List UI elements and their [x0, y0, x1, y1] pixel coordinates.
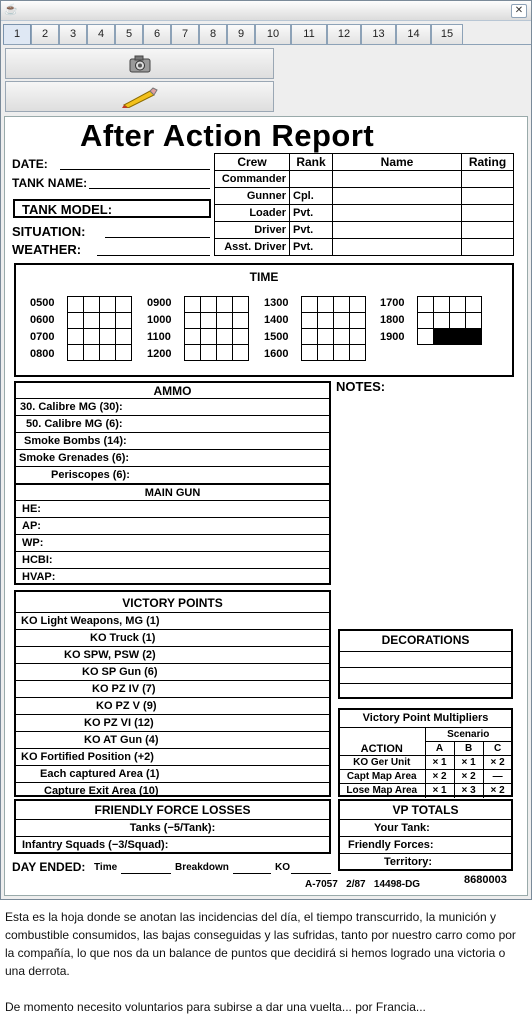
crew-rating-cell[interactable] — [462, 171, 514, 188]
time-cell[interactable] — [317, 344, 334, 361]
victory-point-row[interactable]: KO PZ VI (12) — [16, 714, 329, 731]
main-gun-row[interactable]: WP: — [16, 534, 329, 551]
tab-5[interactable]: 5 — [115, 24, 143, 44]
caption — [5, 908, 527, 1016]
time-cell[interactable] — [317, 328, 334, 345]
crew-name-cell[interactable] — [333, 188, 462, 205]
date-field[interactable] — [60, 169, 210, 170]
time-label: 1300 — [264, 297, 289, 309]
vp-totals-title: VP TOTALS — [392, 803, 459, 817]
mult-action: Lose Map Area — [339, 784, 425, 798]
ko-field[interactable] — [291, 873, 331, 874]
decoration-line[interactable] — [340, 683, 511, 700]
caption-paragraph: De momento necesito voluntarios para subirse a dar una vuelta... por Francia... — [5, 1000, 426, 1014]
time-cell[interactable] — [232, 344, 249, 361]
crew-role: Driver — [215, 222, 290, 239]
time-cell[interactable] — [216, 328, 233, 345]
time-label: 1600 — [264, 348, 289, 360]
time-cell[interactable] — [349, 296, 366, 313]
time-cell[interactable] — [115, 328, 132, 345]
time-label: 1700 — [380, 297, 405, 309]
multipliers-title: Victory Point Multipliers — [362, 712, 489, 724]
time-cell[interactable] — [333, 328, 350, 345]
victory-point-row[interactable]: KO AT Gun (4) — [16, 731, 329, 748]
time-cell[interactable] — [317, 312, 334, 329]
day-ended-time-label: Time — [94, 862, 118, 873]
victory-point-row[interactable]: KO SPW, PSW (2) — [16, 646, 329, 663]
time-label: 1100 — [147, 331, 171, 343]
tab-13[interactable]: 13 — [361, 24, 396, 44]
day-ended-label: DAY ENDED: — [12, 860, 86, 874]
time-label: 0500 — [30, 297, 55, 309]
action-header: ACTION — [339, 728, 425, 756]
time-cell[interactable] — [216, 344, 233, 361]
decorations-title: DECORATIONS — [381, 633, 470, 647]
time-grid[interactable] — [302, 297, 366, 361]
time-cell[interactable] — [83, 344, 100, 361]
weather-field[interactable] — [97, 255, 210, 256]
title-bar — [1, 1, 531, 21]
tab-4[interactable]: 4 — [87, 24, 115, 44]
time-cell[interactable] — [83, 312, 100, 329]
crew-rating-cell[interactable] — [462, 188, 514, 205]
time-label: 0800 — [30, 348, 55, 360]
time-cell[interactable] — [216, 312, 233, 329]
crew-rating-cell[interactable] — [462, 222, 514, 239]
vp-totals-section — [338, 799, 513, 871]
tab-7[interactable]: 7 — [171, 24, 199, 44]
mult-c: × 2 — [483, 784, 511, 798]
tank-name-label: TANK NAME: — [12, 176, 88, 190]
time-cell[interactable] — [333, 344, 350, 361]
time-grid[interactable] — [185, 297, 249, 361]
victory-point-row[interactable]: KO PZ V (9) — [16, 697, 329, 714]
victory-points-title: VICTORY POINTS — [122, 596, 223, 610]
time-cell[interactable] — [67, 344, 84, 361]
time-cell[interactable] — [449, 328, 466, 345]
tank-model-box[interactable] — [13, 199, 211, 218]
main-gun-row[interactable]: HCBI: — [16, 551, 329, 568]
close-button[interactable]: ✕ — [511, 4, 527, 18]
tab-2[interactable]: 2 — [31, 24, 59, 44]
time-cell[interactable] — [465, 328, 482, 345]
time-label: 0600 — [30, 314, 55, 326]
time-cell[interactable] — [349, 344, 366, 361]
time-cell[interactable] — [216, 296, 233, 313]
time-cell[interactable] — [200, 296, 217, 313]
tab-9[interactable]: 9 — [227, 24, 255, 44]
victory-points-section — [14, 590, 331, 797]
crew-name-cell[interactable] — [333, 239, 462, 256]
time-grid[interactable] — [68, 297, 132, 361]
time-cell[interactable] — [417, 312, 434, 329]
time-cell[interactable] — [349, 328, 366, 345]
victory-point-row[interactable]: Each captured Area (1) — [16, 765, 329, 782]
time-label: 1200 — [147, 348, 172, 360]
main-gun-title: MAIN GUN — [16, 483, 329, 500]
crew-header: Crew — [215, 154, 290, 171]
time-cell[interactable] — [200, 312, 217, 329]
time-cell[interactable] — [99, 344, 116, 361]
crew-role: Loader — [215, 205, 290, 222]
crew-role: Commander — [215, 171, 290, 188]
time-cell[interactable] — [317, 296, 334, 313]
time-cell[interactable] — [83, 328, 100, 345]
mult-b: × 1 — [454, 756, 483, 770]
tab-8[interactable]: 8 — [199, 24, 227, 44]
time-cell[interactable] — [433, 312, 450, 329]
time-cell[interactable] — [67, 312, 84, 329]
time-cell[interactable] — [83, 296, 100, 313]
time-cell[interactable] — [232, 296, 249, 313]
crew-name-cell[interactable] — [333, 222, 462, 239]
crew-rating-cell[interactable] — [462, 205, 514, 222]
time-cell[interactable] — [301, 296, 318, 313]
col-b: B — [454, 742, 483, 756]
friendly-losses-section — [14, 799, 331, 854]
ammo-row[interactable]: Smoke Bombs (14): — [16, 432, 329, 449]
time-cell[interactable] — [465, 312, 482, 329]
victory-point-row[interactable]: Capture Exit Area (10) — [16, 782, 329, 799]
crew-role: Asst. Driver — [215, 239, 290, 256]
ammo-title: AMMO — [153, 384, 192, 398]
tab-14[interactable]: 14 — [396, 24, 431, 44]
time-cell[interactable] — [184, 312, 201, 329]
time-cell[interactable] — [99, 296, 116, 313]
main-gun-row[interactable]: AP: — [16, 517, 329, 534]
time-cell[interactable] — [184, 328, 201, 345]
time-cell[interactable] — [333, 296, 350, 313]
tab-11[interactable]: 11 — [291, 24, 327, 44]
vp-friendly-forces[interactable]: Friendly Forces: — [340, 836, 511, 853]
time-cell[interactable] — [449, 296, 466, 313]
crew-rank: Pvt. — [290, 205, 333, 222]
tab-3[interactable]: 3 — [59, 24, 87, 44]
multipliers-section — [338, 708, 513, 797]
pencil-button[interactable] — [5, 81, 274, 112]
time-cell[interactable] — [417, 328, 434, 345]
col-a: A — [425, 742, 454, 756]
time-cell[interactable] — [449, 312, 466, 329]
crew-table — [214, 153, 514, 256]
date-label: DATE: — [12, 157, 48, 171]
crew-role: Gunner — [215, 188, 290, 205]
time-label: 1000 — [147, 314, 172, 326]
java-icon: ☕ — [4, 4, 18, 16]
losses-tanks[interactable]: Tanks (−5/Tank): — [16, 819, 329, 836]
time-label: 1900 — [380, 331, 405, 343]
mult-b: × 3 — [454, 784, 483, 798]
time-label: 0900 — [147, 297, 172, 309]
tab-15[interactable]: 15 — [431, 24, 463, 44]
time-cell[interactable] — [349, 312, 366, 329]
time-cell[interactable] — [465, 296, 482, 313]
time-cell[interactable] — [301, 344, 318, 361]
decoration-line[interactable] — [340, 651, 511, 668]
multipliers-table — [339, 727, 512, 798]
ammo-section — [14, 381, 331, 585]
time-label: 0700 — [30, 331, 55, 343]
time-cell[interactable] — [115, 344, 132, 361]
vp-your-tank[interactable]: Your Tank: — [340, 819, 511, 836]
ko-label: KO — [275, 862, 290, 873]
time-cell[interactable] — [232, 328, 249, 345]
victory-point-row[interactable]: KO PZ IV (7) — [16, 680, 329, 697]
mult-c: × 2 — [483, 756, 511, 770]
tab-bar — [3, 24, 531, 44]
mult-action: KO Ger Unit — [339, 756, 425, 770]
main-gun-row[interactable]: HVAP: — [16, 568, 329, 585]
rank-header: Rank — [290, 154, 333, 171]
crew-name-cell[interactable] — [333, 205, 462, 222]
time-cell[interactable] — [184, 344, 201, 361]
weather-label: WEATHER: — [12, 242, 82, 257]
tab-12[interactable]: 12 — [327, 24, 361, 44]
after-action-report-form — [4, 116, 528, 896]
notes-label: NOTES: — [336, 379, 386, 394]
mult-a: × 1 — [425, 784, 454, 798]
victory-point-row[interactable]: KO SP Gun (6) — [16, 663, 329, 680]
time-cell[interactable] — [301, 312, 318, 329]
friendly-losses-title: FRIENDLY FORCE LOSSES — [94, 803, 251, 817]
form-code: A-7057 2/87 14498-DG — [305, 879, 421, 890]
time-cell[interactable] — [200, 328, 217, 345]
time-grid[interactable] — [418, 297, 482, 345]
ammo-row[interactable]: Smoke Grenades (6): — [16, 449, 329, 466]
tab-6[interactable]: 6 — [143, 24, 171, 44]
time-cell[interactable] — [184, 296, 201, 313]
crew-rank — [290, 171, 333, 188]
victory-point-row[interactable]: KO Light Weapons, MG (1) — [16, 612, 329, 629]
time-cell[interactable] — [232, 312, 249, 329]
crew-rank: Cpl. — [290, 188, 333, 205]
scenario-header: Scenario — [425, 728, 512, 742]
victory-point-row[interactable]: KO Fortified Position (+2) — [16, 748, 329, 765]
main-gun-row[interactable]: HE: — [16, 500, 329, 517]
mult-c: — — [483, 770, 511, 784]
rating-header: Rating — [462, 154, 514, 171]
mult-b: × 2 — [454, 770, 483, 784]
time-title: TIME — [249, 270, 279, 284]
crew-rank: Pvt. — [290, 239, 333, 256]
camera-button[interactable] — [5, 48, 274, 79]
name-header: Name — [333, 154, 462, 171]
crew-rank: Pvt. — [290, 222, 333, 239]
camera-icon — [128, 54, 152, 74]
tab-divider — [3, 44, 531, 45]
breakdown-field[interactable] — [233, 873, 271, 874]
report-title: After Action Report — [80, 118, 375, 153]
tank-model-label: TANK MODEL: — [22, 202, 113, 217]
victory-point-row[interactable]: KO Truck (1) — [16, 629, 329, 646]
tab-1[interactable]: 1 — [3, 24, 31, 44]
situation-field[interactable] — [105, 237, 210, 238]
time-cell[interactable] — [301, 328, 318, 345]
caption-paragraph: Esta es la hoja donde se anotan las incidencias del día, el tiempo transcurrido, la munición y combustible consumidos, las bajas conseguidas y las sufridas, tanto por nuestro carro como por la compañía, lo que nos da un balance de puntos que decidirá si hemos logrado una victoria o una derrota. — [5, 910, 516, 978]
breakdown-label: Breakdown — [175, 862, 229, 873]
tab-10[interactable]: 10 — [255, 24, 291, 44]
mult-a: × 2 — [425, 770, 454, 784]
time-cell[interactable] — [99, 328, 116, 345]
crew-rating-cell[interactable] — [462, 239, 514, 256]
vp-territory[interactable]: Territory: — [340, 853, 511, 870]
time-cell[interactable] — [433, 296, 450, 313]
tank-name-field[interactable] — [89, 188, 210, 189]
day-ended-time-field[interactable] — [121, 873, 171, 874]
decoration-line[interactable] — [340, 667, 511, 684]
mult-a: × 1 — [425, 756, 454, 770]
time-cell[interactable] — [200, 344, 217, 361]
time-label: 1800 — [380, 314, 405, 326]
time-cell[interactable] — [417, 296, 434, 313]
ammo-row[interactable]: Periscopes (6): — [16, 466, 329, 483]
time-cell[interactable] — [99, 312, 116, 329]
time-cell[interactable] — [67, 328, 84, 345]
time-label: 1500 — [264, 331, 289, 343]
ammo-row[interactable]: 50. Calibre MG (6): — [16, 415, 329, 432]
time-cell[interactable] — [115, 296, 132, 313]
time-label: 1400 — [264, 314, 289, 326]
time-cell[interactable] — [115, 312, 132, 329]
time-section — [14, 263, 514, 377]
time-cell[interactable] — [333, 312, 350, 329]
ammo-row[interactable]: 30. Calibre MG (30): — [16, 398, 329, 415]
decorations-section — [338, 629, 513, 699]
form-number: 8680003 — [464, 874, 507, 886]
mult-action: Capt Map Area — [339, 770, 425, 784]
crew-name-cell[interactable] — [333, 171, 462, 188]
time-cell[interactable] — [433, 328, 450, 345]
situation-label: SITUATION: — [12, 224, 86, 239]
time-cell[interactable] — [67, 296, 84, 313]
col-c: C — [483, 742, 511, 756]
pencil-icon — [120, 86, 160, 108]
losses-infantry[interactable]: Infantry Squads (−3/Squad): — [16, 836, 329, 853]
